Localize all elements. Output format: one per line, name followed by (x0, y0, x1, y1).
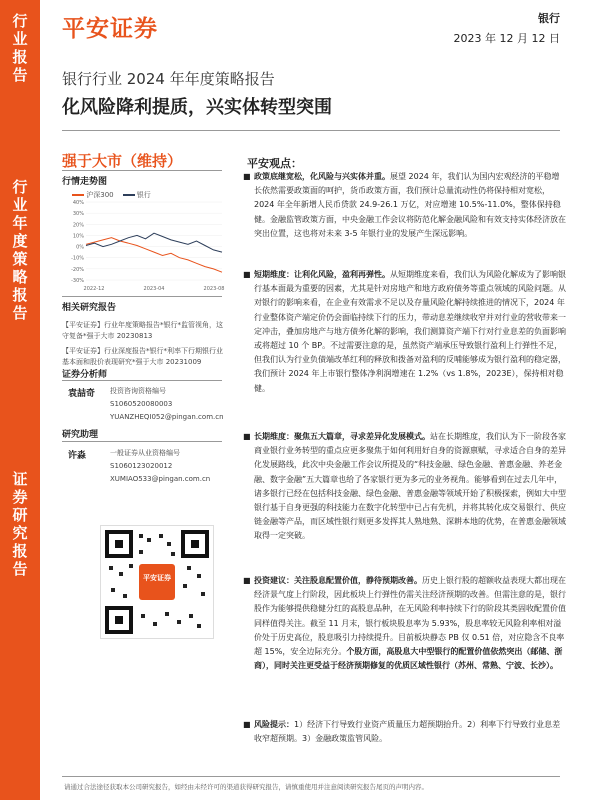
related-item[interactable]: 【平安证券】行业年度策略报告*银行*监管视角，这守复备*强于大市 20230813 (62, 321, 223, 340)
view-heading: 平安观点： (247, 157, 302, 170)
analyst-heading: 证券分析师 (62, 370, 108, 380)
qr-code[interactable] (100, 525, 214, 639)
y-tick-label: 10% (72, 233, 84, 240)
sidebar-label-bottom-text: 证券研究报告 (12, 470, 28, 578)
title-divider (62, 130, 560, 131)
related-heading: 相关研究报告 (62, 303, 117, 313)
y-tick-label: 0% (76, 244, 84, 251)
y-tick-label: 40% (72, 200, 84, 206)
y-tick-label: -10% (71, 255, 84, 262)
related-list (62, 320, 227, 368)
assistant-license-no: S1060123020012 (110, 462, 173, 470)
sidebar-label-mid-text: 行业年度策略报告 (12, 178, 28, 322)
trend-heading: 行情走势图 (62, 177, 108, 187)
report-date: 2023 年 12 月 12 日 (453, 32, 560, 45)
analyst-email[interactable]: YUANZHEQI052@pingan.com.cn (110, 413, 224, 421)
y-tick-label: 20% (72, 222, 84, 229)
bullet-icon: ■ (243, 720, 251, 729)
bullet-icon: ■ (243, 576, 251, 585)
analyst-license-label: 投资咨询资格编号 (110, 387, 166, 395)
analyst-license-no: S1060520080003 (110, 400, 173, 408)
p4-stock-picks: 个股方面，高股息大中型银行的配置价值依然突出（邮储、浙商），同时关注更受益于经济预期修复的优质区域性银行（苏州、常熟、宁波、长沙）。 (254, 647, 563, 671)
report-headline: 化风险降利提质，兴实体转型突围 (62, 97, 332, 118)
analyst-divider (62, 380, 222, 381)
trend-chart (62, 198, 232, 294)
assistant-license-label: 一般证券从业资格编号 (110, 449, 180, 457)
series-line-1 (86, 238, 222, 273)
p2-body: 从短期维度来看，我们认为风险化解成为了影响银行基本面最为重要的因素，尤其是针对房地产和地方政府债务等重点领域的风险问题。从对银行的影响来看，在企业有效需求不足以及存量风险化解持续推进的情况下，2024 年行业整体资产端定价仍会面临持续下行的压力，带动息差继续收窄并对行业的营收带来一定冲击，叠加房地产与地方债务化解的影响，我们测算资产端下行对行业息差的负面影响或将超过 10 个 BP。不过需要注意的是，虽然资产端承压导致银行盈利上行弹性不足，但我们认为行业负债端改革红利的释放和拨备对盈利的反哺能够成为银行盈利的稳定器，我们预计 2024 年上市银行整体净利润增速在 1.2%（vs 1.8%，2023E），保持相对稳健。 (254, 270, 566, 393)
p4-body: 历史上银行股的超额收益表现大都出现在经济景气度上行阶段，因此板块上行弹性仍需关注经济预期的改善。但需注意的是，银行股作为能够提供稳健分红的高股息品种，在无风险利率持续下行的阶段其类固收配置价值同样值得关注。截至 11 月末，银行板块股息率为 5.93%，股息率较无风险利率相对溢价处于历史高位，股息吸引力持续提升。目前板块静态 PB 仅 0.51 倍，对应隐含不良率超 15%，安全边际充分。 (254, 576, 566, 657)
p1-body: 展望 2024 年，我们认为国内宏观经济的平稳增长依然需要政策面的呵护，货币政策方面，我们预计总量流动性仍将保持相对宽松，2024 年全年新增人民币贷款 24.9-26.1 万亿，对应增速 10.5%-11.0%，整体保持稳健。金融监管政策方面，中央金融工作会议将防范化解金融风险和有效支持实体经济放在突出位置，这也将对未来 3-5 年银行业的发展产生深远影响。 (254, 172, 566, 238)
assistant-name: 许淼 (68, 451, 87, 461)
x-tick-label: 2023-08 (203, 286, 225, 292)
bullet-icon: ■ (243, 432, 251, 441)
view-paragraph-2 (243, 268, 566, 396)
analyst-name: 袁喆奇 (68, 389, 96, 399)
assistant-email[interactable]: XUMIAO533@pingan.com.cn (110, 475, 211, 483)
assistant-divider (62, 441, 222, 442)
sidebar-label-top (0, 12, 40, 84)
view-paragraph-3 (243, 430, 566, 544)
p5-body: 1）经济下行导致行业资产质量压力超预期抬升。2）利率下行导致行业息差收窄超预期。3）金融政策监管风险。 (254, 720, 561, 744)
view-paragraph-4 (243, 574, 566, 673)
y-tick-label: 30% (72, 211, 84, 218)
x-tick-label: 2023-04 (143, 286, 165, 292)
y-tick-label: -30% (71, 278, 84, 284)
analyst-info (110, 385, 224, 424)
sidebar-label-mid (0, 178, 40, 322)
footer-disclaimer: 请通过合法途径获取本公司研究报告，如经由未经许可的渠道获得研究报告，请慎重使用并注意阅读研究报告尾页的声明内容。 (64, 783, 428, 791)
p1-lead: 政策底继宽松，化风险与兴实体并重。 (254, 172, 390, 181)
legend-swatch-1 (72, 194, 84, 196)
industry-label: 银行 (538, 12, 560, 25)
related-item[interactable]: 【平安证券】行业深度报告*银行*利率下行期银行业基本面和股价表现研究*强于大市 20231009 (62, 347, 223, 366)
brand-logo: 平安证券 (62, 16, 158, 42)
view-paragraph-1 (243, 170, 566, 241)
y-tick-label: -20% (71, 266, 84, 273)
assistant-info (110, 447, 210, 486)
legend-label-2: 银行 (136, 191, 151, 199)
legend-label-1: 沪深300 (86, 191, 114, 199)
view-paragraph-5 (243, 718, 566, 746)
footer-divider (62, 776, 560, 777)
sidebar-label-top-text: 行业报告 (12, 12, 28, 84)
p3-body: 站在长期维度，我们认为下一阶段各家商业银行业务转型的重点应更多聚焦于如何利用好自身的资源禀赋，寻求适合自身的差异化发展路线，此次中央金融工作会议所提及的“科技金融、绿色金融、普惠金融、养老金融、数字金融”五大篇章也给了各家银行更为多元的业务视角。能够看到在过去几年中，诸多银行已经在包括科技金融、绿色金融、普惠金融等领域开始了积极探索，例如大中型银行基于自身更强的科技能力在数字化转型中已占有先机，并将其转化成交易银行、供应链金融等产品，而区域性银行则更多发挥其人熟地熟、深耕本地的优势，在普惠金融领域取得一定突破。 (254, 432, 566, 541)
rating-divider (62, 170, 222, 171)
bullet-icon: ■ (243, 172, 251, 181)
chart-divider (62, 296, 222, 297)
p2-lead: 短期维度：让利化风险，盈利再弹性。 (254, 270, 390, 279)
qr-label: 平安证券 (143, 574, 171, 582)
legend-swatch-2 (123, 194, 135, 196)
assistant-heading: 研究助理 (62, 430, 99, 440)
bullet-icon: ■ (243, 270, 251, 279)
sidebar-label-bottom (0, 470, 40, 578)
x-tick-label: 2022-12 (83, 286, 105, 292)
p3-lead: 长期维度：聚焦五大篇章，寻求差异化发展模式。 (254, 432, 430, 441)
qr-pattern (101, 526, 213, 638)
series-line-2 (86, 233, 222, 252)
sidebar-band (0, 0, 40, 800)
p4-lead: 投资建议：关注股息配置价值，静待预期改善。 (254, 576, 422, 585)
p5-lead: 风险提示： (254, 720, 294, 729)
rating-label: 强于大市（维持） (62, 152, 183, 170)
report-title: 银行行业 2024 年年度策略报告 (62, 70, 275, 88)
